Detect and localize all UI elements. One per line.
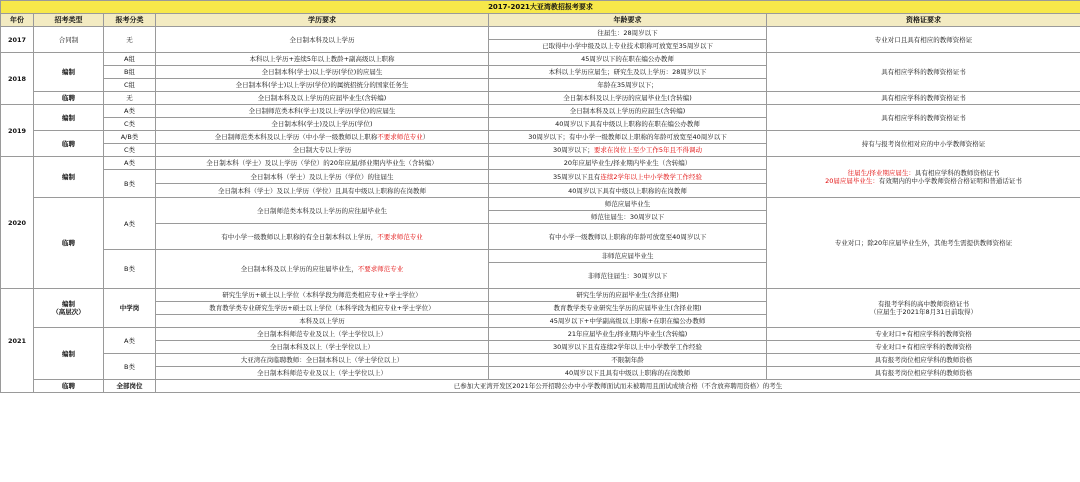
category-cell: A类	[104, 157, 156, 170]
cert-label: 往届生/择业期应届生：	[847, 169, 915, 177]
type-cell: 编制	[34, 105, 104, 131]
year-cell: 2017	[1, 27, 34, 53]
cert-line	[769, 177, 1078, 185]
education-text: ）	[422, 133, 430, 141]
education-cell: 教育教学类专业研究生学历+硕士以上学位（本科学段为相应专业+学士学位）	[156, 302, 489, 315]
cert-cell: 专业对口；除20年应届毕业生外，其他考生需提供教师资格证	[767, 198, 1080, 289]
category-cell: A类	[104, 328, 156, 354]
cert-cell	[767, 289, 1080, 328]
education-cell: 全日制本科及以上（学士学位以上）	[156, 341, 489, 354]
age-cell: 有中小学一级教师以上职称的年龄可放宽至40周岁以下	[489, 224, 767, 250]
cert-cell: 具有报考岗位相应学科的教师资格	[767, 367, 1080, 380]
year-cell: 2021	[1, 289, 34, 393]
age-cell: 21年应届毕业生/择业期内毕业生(含转编)	[489, 328, 767, 341]
age-cell: 45周岁以下+中学副高级以上职称+在职在编公办教师	[489, 315, 767, 328]
type-cell: 编制	[34, 328, 104, 380]
year-cell: 2018	[1, 53, 34, 105]
education-cell: 全日制本科及以上学历	[156, 27, 489, 53]
age-cell: 40周岁以下具有中级以上职称的在职在编公办教师	[489, 118, 767, 131]
age-text: 30周岁以下；	[553, 146, 594, 154]
type-cell: 临聘	[34, 92, 104, 105]
education-cell: 研究生学历+硕士以上学位（本科学段为师范类相应专业+学士学位）	[156, 289, 489, 302]
education-cell: 全日制师范类本科(学士)及以上学历(学位)的应届生	[156, 105, 489, 118]
education-cell: 大亚湾在岗临聘教师：全日制本科以上（学士学位以上）	[156, 354, 489, 367]
category-cell: C组	[104, 79, 156, 92]
highlight-text: 要求在岗位上至少工作5年且不得调动	[593, 146, 702, 154]
age-cell: 30周岁以下；有中小学一级教师以上职称的年龄可放宽至40周岁以下	[489, 131, 767, 144]
type-cell	[34, 289, 104, 328]
category-cell: C类	[104, 118, 156, 131]
education-cell: 全日制本科（学士）及以上学历（学位）的20年应届/择业期内毕业生（含转编）	[156, 157, 489, 170]
category-cell: 中学岗	[104, 289, 156, 328]
age-cell: 45周岁以下的在职在编公办教师	[489, 53, 767, 66]
education-text: 全日制师范类本科及以上学历（中小学一级教师以上职称	[214, 133, 378, 141]
age-cell: 非师范往届生：30周岁以下	[489, 263, 767, 289]
highlight-text: 不要求师范专业	[377, 133, 423, 141]
age-cell: 研究生学历的应届毕业生(含择业期)	[489, 289, 767, 302]
education-cell: 全日制大专以上学历	[156, 144, 489, 157]
education-cell: 全日制本科(学士)以上学历(学位)的属统招统分的国家任务生	[156, 79, 489, 92]
age-text: 35周岁以下且有	[553, 172, 601, 181]
type-text: （高层次）	[52, 308, 85, 316]
year-cell: 2020	[1, 157, 34, 289]
education-cell: 本科以上学历+连续5年以上教龄+副高级以上职称	[156, 53, 489, 66]
age-cell: 40周岁以下具有中级以上职称的在岗教师	[489, 184, 767, 198]
highlight-text: 不要求师范专业	[377, 232, 423, 241]
category-cell: A/B类	[104, 131, 156, 144]
age-cell: 本科以上学历应届生；研究生及以上学历：28周岁以下	[489, 66, 767, 79]
header-age: 年龄要求	[489, 14, 767, 27]
cert-cell: 具有报考岗位相应学科的教师资格	[767, 354, 1080, 367]
category-cell: 全部岗位	[104, 380, 156, 393]
age-cell: 全日制本科及以上学历的应届生(含转编)	[489, 105, 767, 118]
year-cell: 2019	[1, 105, 34, 157]
category-cell: B类	[104, 354, 156, 380]
education-cell: 全日制本科及以上学历的应届毕业生(含转编)	[156, 92, 489, 105]
education-cell: 全日制本科(学士)以上学历(学位)的应届生	[156, 66, 489, 79]
category-cell: A组	[104, 53, 156, 66]
header-education: 学历要求	[156, 14, 489, 27]
cert-cell: 专业对口+有相应学科的教师资格	[767, 341, 1080, 354]
education-cell	[156, 250, 489, 289]
age-cell: 全日制本科及以上学历的应届毕业生(含转编)	[489, 92, 767, 105]
category-cell: C类	[104, 144, 156, 157]
education-cell: 全日制本科（学士）及以上学历（学位）的往届生	[156, 170, 489, 184]
age-cell: 不限制年龄	[489, 354, 767, 367]
type-cell: 编制	[34, 157, 104, 198]
age-cell	[489, 170, 767, 184]
type-cell: 临聘	[34, 198, 104, 289]
requirement-cell: 已参加大亚湾开发区2021年公开招聘公办中小学教师面试而未被聘用且面试成绩合格（不含放弃聘用资格）的考生	[156, 380, 1080, 393]
education-cell: 全日制本科（学士）及以上学历（学位）且具有中级以上职称的在岗教师	[156, 184, 489, 198]
category-cell: A类	[104, 198, 156, 250]
category-cell: B组	[104, 66, 156, 79]
education-text: 有中小学一级教师以上职称的有全日制本科以上学历，	[221, 232, 378, 241]
age-cell: 年龄在35周岁以下；	[489, 79, 767, 92]
age-cell: 师范往届生：30周岁以下	[489, 211, 767, 224]
cert-text: 有报考学科的高中教师资格证书	[878, 300, 969, 308]
education-cell: 全日制师范类本科及以上学历的应往届毕业生	[156, 198, 489, 224]
table-title: 2017-2021大亚湾教招报考要求	[1, 1, 1080, 14]
cert-text: 有效期内的中小学教师资格合格证明和普通话证书	[878, 177, 1022, 185]
category-cell: 无	[104, 27, 156, 53]
age-cell: 已取得中小学中级及以上专业技术职称可放宽至35周岁以下	[489, 40, 767, 53]
education-cell	[156, 131, 489, 144]
age-cell: 往届生：28周岁以下	[489, 27, 767, 40]
age-cell: 40周岁以下且具有中级以上职称的在岗教师	[489, 367, 767, 380]
education-cell: 本科及以上学历	[156, 315, 489, 328]
type-cell: 合同制	[34, 27, 104, 53]
education-cell	[156, 224, 489, 250]
category-cell: A类	[104, 105, 156, 118]
education-cell: 全日制本科(学士)及以上学历(学位)	[156, 118, 489, 131]
cert-text: （应届生于2021年8月31日前取得）	[870, 308, 977, 316]
cert-cell: 专业对口且具有相应的教师资格证	[767, 27, 1080, 53]
type-cell: 临聘	[34, 380, 104, 393]
category-cell: 无	[104, 92, 156, 105]
cert-cell: 具有相应学科的教师资格证书	[767, 92, 1080, 105]
age-cell: 20年应届毕业生/择业期内毕业生（含转编）	[489, 157, 767, 170]
type-cell: 编制	[34, 53, 104, 92]
category-cell: B类	[104, 170, 156, 198]
cert-cell: 持有与报考岗位相对应的中小学教师资格证	[767, 131, 1080, 157]
cert-label: 20届应届毕业生：	[825, 177, 879, 185]
cert-text: 具有相应学科的教师资格证书	[914, 169, 1000, 177]
highlight-text: 不要求师范专业	[357, 265, 404, 273]
age-cell: 师范应届毕业生	[489, 198, 767, 211]
education-cell: 全日制本科师范专业及以上（学士学位以上）	[156, 328, 489, 341]
cert-line	[769, 169, 1078, 177]
highlight-text: 连续2学年以上中小学教学工作经验	[600, 172, 702, 181]
cert-cell: 具有相应学科的教师资格证书	[767, 53, 1080, 92]
type-cell: 临聘	[34, 131, 104, 157]
category-cell: B类	[104, 250, 156, 289]
cert-cell	[767, 157, 1080, 198]
header-year: 年份	[1, 14, 34, 27]
age-cell: 30周岁以下且有连续2学年以上中小学教学工作经验	[489, 341, 767, 354]
cert-cell: 专业对口+有相应学科的教师资格	[767, 328, 1080, 341]
age-cell: 非师范应届毕业生	[489, 250, 767, 263]
age-cell	[489, 144, 767, 157]
header-type: 招考类型	[34, 14, 104, 27]
education-cell: 全日制本科师范专业及以上（学士学位以上）	[156, 367, 489, 380]
header-cert: 资格证要求	[767, 14, 1080, 27]
age-cell: 教育教学类专业研究生学历的应届毕业生(含择业期)	[489, 302, 767, 315]
type-text: 编制	[62, 300, 75, 308]
cert-cell: 具有相应学科的教师资格证书	[767, 105, 1080, 131]
header-category: 报考分类	[104, 14, 156, 27]
education-text: 全日制本科及以上学历的应往届毕业生，	[240, 265, 358, 273]
